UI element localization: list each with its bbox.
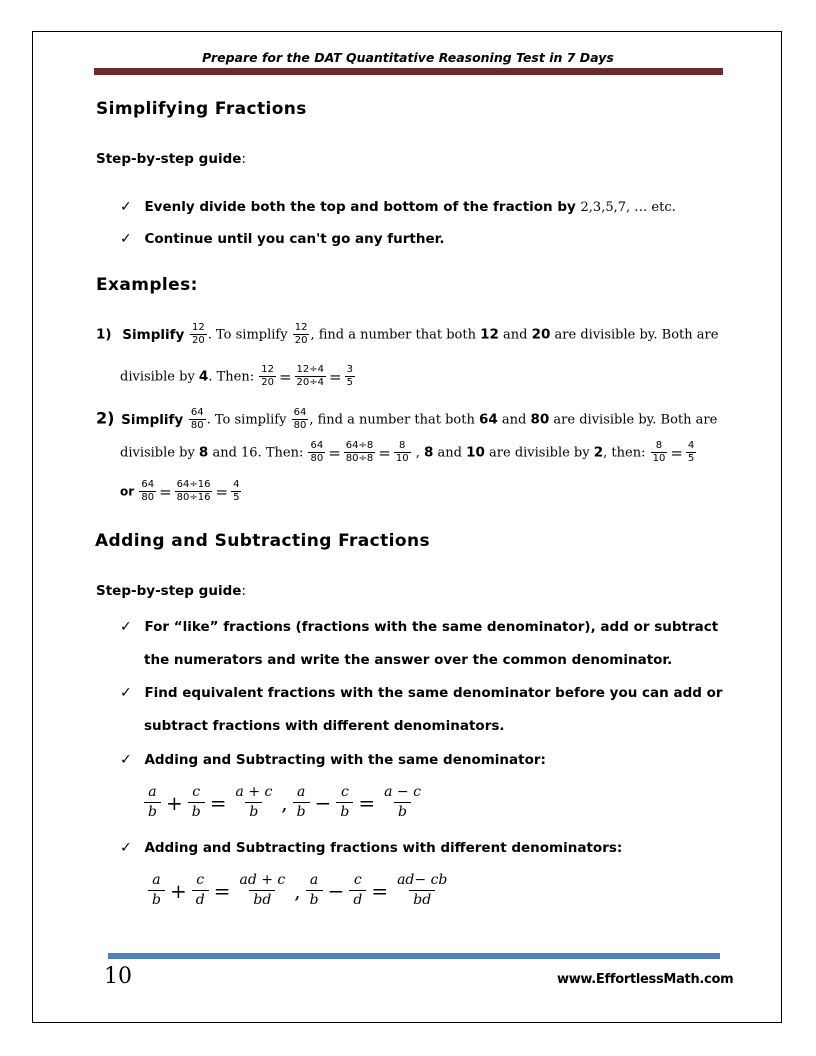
fraction: $\frac{8}{10}$: [395, 440, 409, 464]
fraction: $\frac{64}{80}$: [141, 479, 155, 503]
fraction: $\frac{12}{20}$: [192, 322, 205, 346]
example-2-line-1: 2) Simplify $\frac{64}{80}$ . To simplify $\frac{64}{80}$ , find a number that both 64 and 80 are divisible by. Both are: [96, 407, 718, 431]
page-number: 10: [104, 964, 132, 989]
section-heading-adding: Adding and Subtracting Fractions: [95, 531, 431, 551]
page-header: Prepare for the DAT Quantitative Reasoning Test in 7 Days: [202, 50, 614, 65]
bullet-like-fractions: ✓ For “like” fractions (fractions with the same denominator), add or subtract: [120, 619, 719, 635]
bullet-continue: ✓ Continue until you can't go any further.: [120, 231, 445, 247]
fraction: $\frac{3}{5}$: [346, 364, 353, 388]
step-guide-label: Step-by-step guide:: [96, 151, 246, 167]
check-icon: ✓: [120, 685, 132, 701]
example-1-line-1: 1) Simplify $\frac{12}{20}$ . To simplify $\frac{12}{20}$ , find a number that both 12 and 20 are divisible by. Both are: [96, 322, 719, 346]
fraction: $\frac{64}{80}$: [293, 407, 307, 431]
examples-heading: Examples:: [96, 275, 198, 295]
fraction: $\frac{64}{80}$: [190, 407, 204, 431]
fraction: $\frac{12}{20}$: [294, 322, 308, 346]
fraction: $\frac{64\div 8}{80\div 8}$: [345, 440, 374, 464]
bullet-different-denominators: ✓ Adding and Subtracting fractions with different denominators:: [120, 840, 623, 856]
example-2-line-3: or $\frac{64}{80}$ = $\frac{64\div 16}{80\div 16}$ = $\frac{4}{5}$: [120, 479, 240, 503]
header-rule: [94, 68, 723, 75]
example-2-line-2: divisible by 8 and 16. Then: $\frac{64}{80}$ = $\frac{64\div 8}{80\div 8}$ = $\frac{8}{10}$ , 8 and 10 are divisible by 2, then: $\frac{8}{10}$ = $\frac{4}{5}$: [120, 440, 695, 464]
fraction: $\frac{64}{80}$: [310, 440, 324, 464]
website-link[interactable]: www.EffortlessMath.com: [557, 972, 734, 987]
bullet-same-denominator: ✓ Adding and Subtracting with the same denominator:: [120, 752, 546, 768]
bullet-equivalent: ✓ Find equivalent fractions with the same denominator before you can add or: [120, 685, 723, 701]
check-icon: ✓: [120, 752, 132, 768]
step-guide-label-2: Step-by-step guide:: [96, 583, 246, 599]
example-1-line-2: divisible by 4. Then: $\frac{12}{20}$ = $\frac{12\div 4}{20\div 4}$ = $\frac{3}{5}$: [120, 364, 353, 388]
formula-same-denominator: $\frac{a}{b}$ + $\frac{c}{b}$ = $\frac{a + c}{b}$ , $\frac{a}{b}$ − $\frac{c}{b}$ = $\frac{a - c}{b}$: [142, 783, 427, 822]
fraction: $\frac{12}{20}$: [261, 364, 274, 388]
fraction: $\frac{64\div 16}{80\div 16}$: [176, 479, 211, 503]
bullet-equivalent-cont: subtract fractions with different denominators.: [144, 718, 505, 734]
check-icon: ✓: [120, 199, 132, 215]
fraction: $\frac{12\div 4}{20\div 4}$: [296, 364, 324, 388]
footer-rule: [108, 953, 720, 959]
check-icon: ✓: [120, 619, 132, 635]
section-heading-simplifying: Simplifying Fractions: [96, 99, 307, 119]
check-icon: ✓: [120, 231, 132, 247]
fraction: $\frac{4}{5}$: [233, 479, 240, 503]
bullet-divide: ✓ Evenly divide both the top and bottom of the fraction by 2,3,5,7, … etc.: [120, 199, 676, 215]
check-icon: ✓: [120, 840, 132, 856]
formula-different-denominators: $\frac{a}{b}$ + $\frac{c}{d}$ = $\frac{ad + c}{bd}$ , $\frac{a}{b}$ − $\frac{c}{d}$ = $\frac{ad- cb}{bd}$: [146, 871, 453, 910]
bullet-like-fractions-cont: the numerators and write the answer over the common denominator.: [144, 652, 673, 668]
fraction: $\frac{4}{5}$: [687, 440, 695, 464]
fraction: $\frac{8}{10}$: [652, 440, 666, 464]
